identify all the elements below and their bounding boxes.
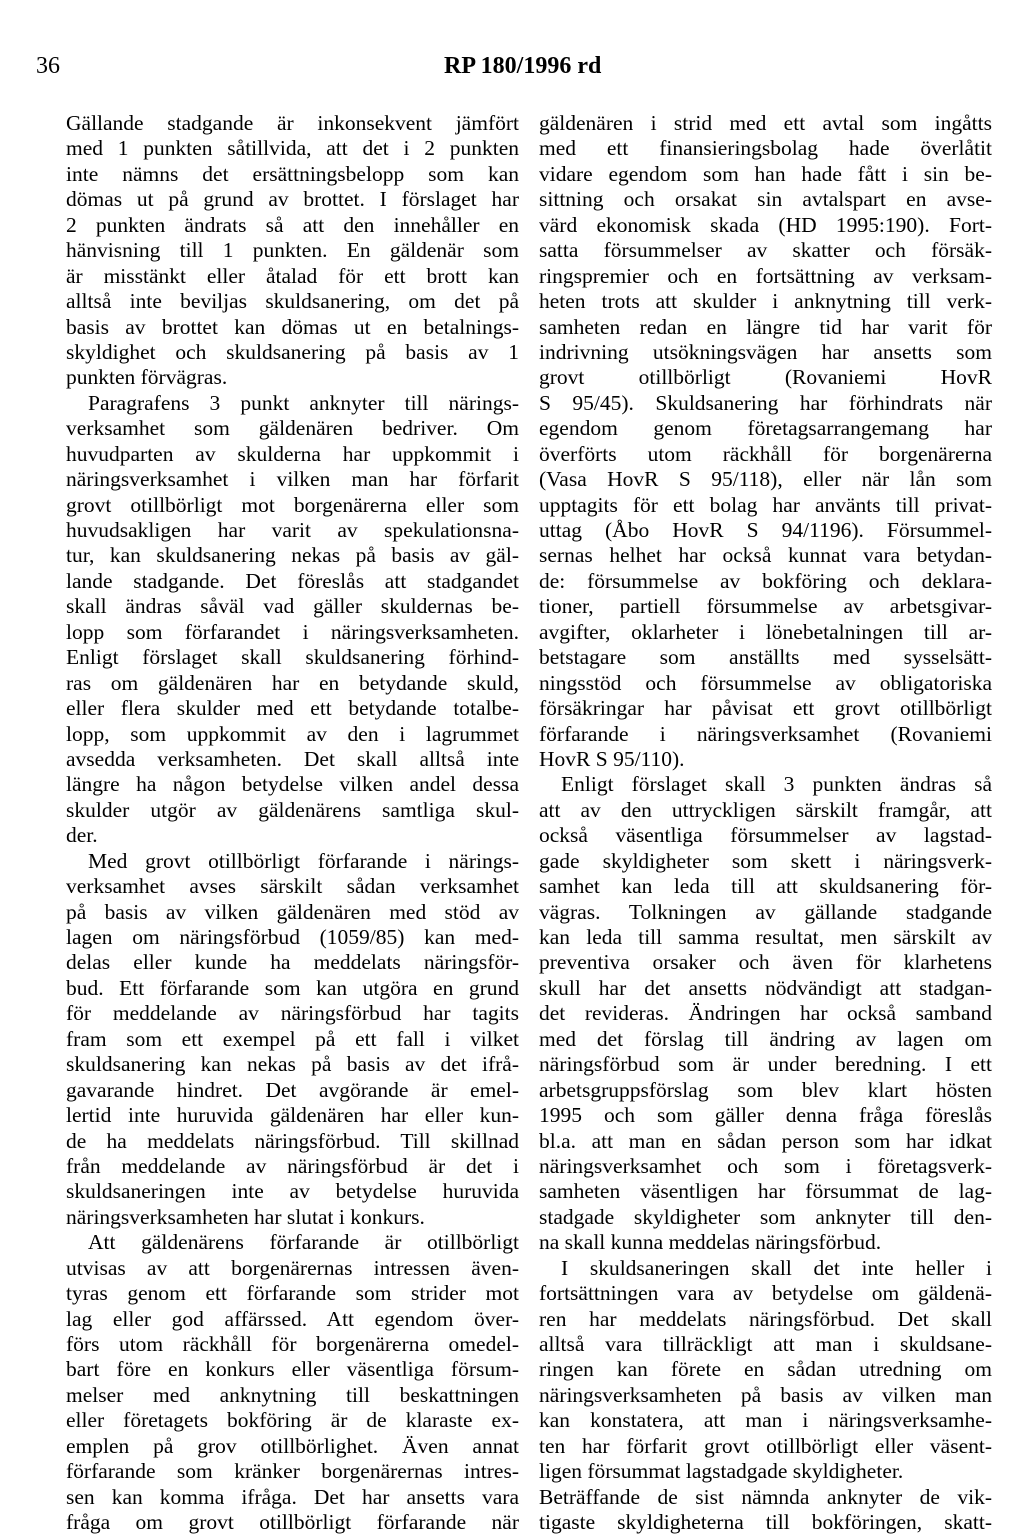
text-line: satta försummelser av skatter och försäk- bbox=[539, 238, 992, 263]
text-line: punkten förvägras. bbox=[66, 365, 228, 390]
text-line: på basis av vilken gäldenären med stöd av bbox=[66, 899, 519, 924]
text-line: med det förslag till ändring av lagen om bbox=[539, 1026, 992, 1051]
text-line: heten trots att skulder i anknytning till verk- bbox=[539, 289, 992, 314]
text-line: alltså vara tillräckligt att man i skuldsane- bbox=[539, 1332, 992, 1356]
text-line: lagen om näringsförbud (1059/85) kan med- bbox=[66, 925, 519, 949]
text-line: Enligt förslaget skall 3 punkten ändras så bbox=[561, 772, 992, 797]
text-line: huvudsakligen har varit av spekulationsna- bbox=[66, 518, 519, 542]
text-line: inte nämns det ersättningsbelopp som kan bbox=[66, 161, 519, 186]
text-line: grovt otillbörligt mot borgenärerna eller som bbox=[66, 492, 519, 517]
text-line: förs utom räckhåll för borgenärerna omedel- bbox=[66, 1332, 519, 1356]
text-line: Beträffande de sist nämnda anknyter de vik- bbox=[539, 1484, 992, 1509]
text-line: skuldsanering kan nekas på basis av det ifrå- bbox=[66, 1052, 519, 1077]
text-line: Paragrafens 3 punkt anknyter till närings- bbox=[88, 390, 519, 415]
text-line: att av den uttryckligen särskilt framgår, att bbox=[539, 797, 992, 822]
text-line: emplen på grov otillbörlighet. Även annat bbox=[66, 1433, 519, 1458]
text-line: ringspremier och en fortsättning av verksam- bbox=[539, 263, 992, 288]
text-line: (Vasa HovR S 95/118), eller när lån som bbox=[539, 467, 992, 492]
text-line: HovR S 95/110). bbox=[539, 746, 685, 771]
text-line: Enligt förslaget skall skuldsanering förhind- bbox=[66, 645, 519, 670]
text-line: är misstänkt eller åtalad för ett brott kan bbox=[66, 263, 519, 288]
text-line: huvudparten av skulderna har uppkommit i bbox=[66, 441, 519, 466]
page-number: 36 bbox=[36, 53, 60, 79]
text-line: utvisas av att borgenärernas intressen även- bbox=[66, 1255, 519, 1280]
text-line: gade skyldigheter som skett i näringsverk- bbox=[539, 848, 992, 873]
text-line: 1995 och som gäller denna fråga föreslås bbox=[539, 1103, 992, 1128]
text-line: ringen kan förete en sådan utredning om bbox=[539, 1357, 992, 1382]
text-line: basis av brottet kan dömas ut en betalnings- bbox=[66, 314, 519, 339]
text-line: fråga om grovt otillbörligt förfarande när bbox=[66, 1510, 519, 1535]
text-line: näringsverksamheten har slutat i konkurs. bbox=[66, 1204, 425, 1229]
text-line: lag eller god affärssed. Att egendom över- bbox=[66, 1306, 519, 1331]
left-column bbox=[66, 111, 519, 1536]
text-line: överförts utom räckhåll för borgenärerna bbox=[539, 441, 992, 466]
text-line: avgifter, oklarheter i lönebetalningen till ar- bbox=[539, 619, 992, 644]
text-line: preventiva orsaker och även för klarhetens bbox=[539, 950, 992, 975]
text-line: tigaste skyldigheterna till bokföringen, skatt- bbox=[539, 1510, 992, 1535]
text-line: eller företagets bokföring är de klaraste ex- bbox=[66, 1408, 519, 1433]
text-line: näringsverksamheten på basis av vilken man bbox=[539, 1382, 992, 1407]
text-line: det revideras. Ändringen har också samband bbox=[539, 1001, 992, 1026]
text-line: för meddelande av näringsförbud har tagits bbox=[66, 1001, 519, 1026]
text-line: S 95/45). Skuldsanering har förhindrats när bbox=[539, 390, 992, 415]
text-line: Att gäldenärens förfarande är otillbörligt bbox=[88, 1230, 519, 1255]
text-line: förfarande i näringsverksamhet (Rovaniemi bbox=[539, 721, 992, 746]
text-line: verksamhet avses särskilt sådan verksamhet bbox=[66, 874, 519, 899]
text-line: lopp som förfarandet i näringsverksamheten. bbox=[66, 619, 519, 644]
text-line: upptagits för ett bolag har använts till privat- bbox=[539, 492, 992, 517]
text-line: der. bbox=[66, 823, 98, 848]
document-id: RP 180/1996 rd bbox=[444, 53, 602, 79]
text-line: tioner, partiell försummelse av arbetsgivar- bbox=[539, 594, 992, 619]
text-line: vägras. Tolkningen av gällande stadgande bbox=[539, 899, 992, 924]
text-line: I skuldsaneringen skall det inte heller i bbox=[561, 1255, 992, 1280]
text-line: verksamhet som gäldenären bedriver. Om bbox=[66, 416, 519, 441]
text-line: tur, kan skuldsanering nekas på basis av gäl- bbox=[66, 543, 519, 568]
text-line: näringsverksamhet i vilken man har förfarit bbox=[66, 467, 519, 492]
text-line: bud. Ett förfarande som kan utgöra en grund bbox=[66, 975, 519, 1000]
text-line: na skall kunna meddelas näringsförbud. bbox=[539, 1230, 882, 1255]
text-line: lande stadgande. Det föreslås att stadgandet bbox=[66, 568, 519, 593]
text-line: delas eller kunde ha meddelats näringsför- bbox=[66, 950, 519, 975]
text-line: också väsentliga försummelser av lagstad- bbox=[539, 823, 992, 848]
text-line: skuldsaneringen inte av betydelse huruvida bbox=[66, 1179, 519, 1204]
text-line: stadgade skyldigheter som anknyter till den- bbox=[539, 1204, 992, 1229]
text-line: kan leda till samma resultat, men särskilt av bbox=[539, 925, 992, 949]
text-line: näringsverksamhet och som i företagsverk- bbox=[539, 1153, 992, 1178]
text-line: de: försummelse av bokföring och deklara- bbox=[539, 568, 992, 593]
text-line: avsedda verksamheten. Det skall alltså inte bbox=[66, 746, 519, 771]
text-line: längre ha någon betydelse vilken andel dessa bbox=[66, 772, 519, 797]
text-line: skyldighet och skuldsanering på basis av 1 bbox=[66, 339, 519, 364]
text-line: ras om gäldenären har en betydande skuld, bbox=[66, 670, 519, 695]
text-line: med ett finansieringsbolag hade överlåtit bbox=[539, 136, 992, 161]
text-line: fram som ett exempel på ett fall i vilket bbox=[66, 1026, 519, 1051]
text-line: gäldenären i strid med ett avtal som ingåtts bbox=[539, 111, 992, 135]
text-line: vidare egendom som han hade fått i sin be- bbox=[539, 161, 992, 186]
text-line: lopp, som uppkommit av den i lagrummet bbox=[66, 721, 519, 746]
text-line: dömas ut på grund av brottet. I förslaget har bbox=[66, 187, 519, 212]
text-line: sen kan komma ifråga. Det har ansetts vara bbox=[66, 1484, 519, 1509]
text-line: skull har det ansetts nödvändigt att stadgan- bbox=[539, 975, 992, 1000]
text-line: arbetsgruppsförslag som blev klart hösten bbox=[539, 1077, 992, 1102]
text-line: skall ändras såväl vad gäller skuldernas be- bbox=[66, 594, 519, 619]
text-line: värd ekonomisk skada (HD 1995:190). Fort- bbox=[539, 212, 992, 237]
text-line: ten har förfarit grovt otillbörligt eller väsent- bbox=[539, 1433, 992, 1458]
text-line: näringsförbud som är under beredning. I ett bbox=[539, 1052, 992, 1077]
text-line: melser med anknytning till beskattningen bbox=[66, 1382, 519, 1407]
text-line: samhet kan leda till att skuldsanering för- bbox=[539, 874, 992, 899]
text-line: indrivning utsökningsvägen har ansetts som bbox=[539, 339, 992, 364]
text-line: Med grovt otillbörligt förfarande i närings- bbox=[88, 848, 519, 873]
text-line: sernas helhet har också kunnat vara betydan- bbox=[539, 543, 992, 568]
text-line: kan konstatera, att man i näringsverksamhe- bbox=[539, 1408, 992, 1433]
text-line: gavarande hindret. Det avgörande är emel- bbox=[66, 1077, 519, 1102]
text-line: skulder utgör av gäldenärens samtliga skul- bbox=[66, 797, 519, 822]
text-line: sittning och orsakat sin avtalspart en avse- bbox=[539, 187, 992, 212]
text-line: bart före en konkurs eller väsentliga försum- bbox=[66, 1357, 519, 1382]
text-line: samheten väsentligen har försummat de lag- bbox=[539, 1179, 992, 1204]
text-line: uttag (Åbo HovR S 94/1196). Försummel- bbox=[539, 518, 992, 542]
text-line: från meddelande av näringsförbud är det i bbox=[66, 1153, 519, 1178]
text-line: lertid inte huruvida gäldenären har eller kun- bbox=[66, 1103, 519, 1128]
right-column bbox=[539, 111, 992, 1536]
text-line: 2 punkten ändrats så att den innehåller en bbox=[66, 212, 519, 237]
text-line: fortsättningen vara av betydelse om gäldenä- bbox=[539, 1281, 992, 1306]
text-line: ligen försummat lagstadgade skyldigheter. bbox=[539, 1459, 904, 1484]
text-line: med 1 punkten såtillvida, att det i 2 punkten bbox=[66, 136, 519, 161]
text-line: betstagare som anställts med sysselsätt- bbox=[539, 645, 992, 670]
text-line: tyras genom ett förfarande som strider mot bbox=[66, 1281, 519, 1306]
text-line: eller flera skulder med ett betydande totalbe- bbox=[66, 696, 519, 721]
text-line: ningsstöd och försummelse av obligatoriska bbox=[539, 670, 992, 695]
text-line: grovt otillbörligt (Rovaniemi HovR bbox=[539, 365, 992, 390]
text-line: försäkringar har påvisat ett grovt otillbörligt bbox=[539, 696, 992, 721]
text-line: Gällande stadgande är inkonsekvent jämfört bbox=[66, 111, 519, 135]
text-line: ren har meddelats näringsförbud. Det skall bbox=[539, 1306, 992, 1331]
text-line: förfarande som kränker borgenärernas intres- bbox=[66, 1459, 519, 1484]
text-line: alltså inte beviljas skuldsanering, om det på bbox=[66, 289, 519, 314]
text-line: de ha meddelats näringsförbud. Till skillnad bbox=[66, 1128, 519, 1153]
text-line: hänvisning till 1 punkten. En gäldenär som bbox=[66, 238, 519, 263]
text-line: egendom genom företagsarrangemang har bbox=[539, 416, 992, 441]
text-line: samheten redan en längre tid har varit för bbox=[539, 314, 992, 339]
text-line: bl.a. att man en sådan person som har idkat bbox=[539, 1128, 992, 1153]
